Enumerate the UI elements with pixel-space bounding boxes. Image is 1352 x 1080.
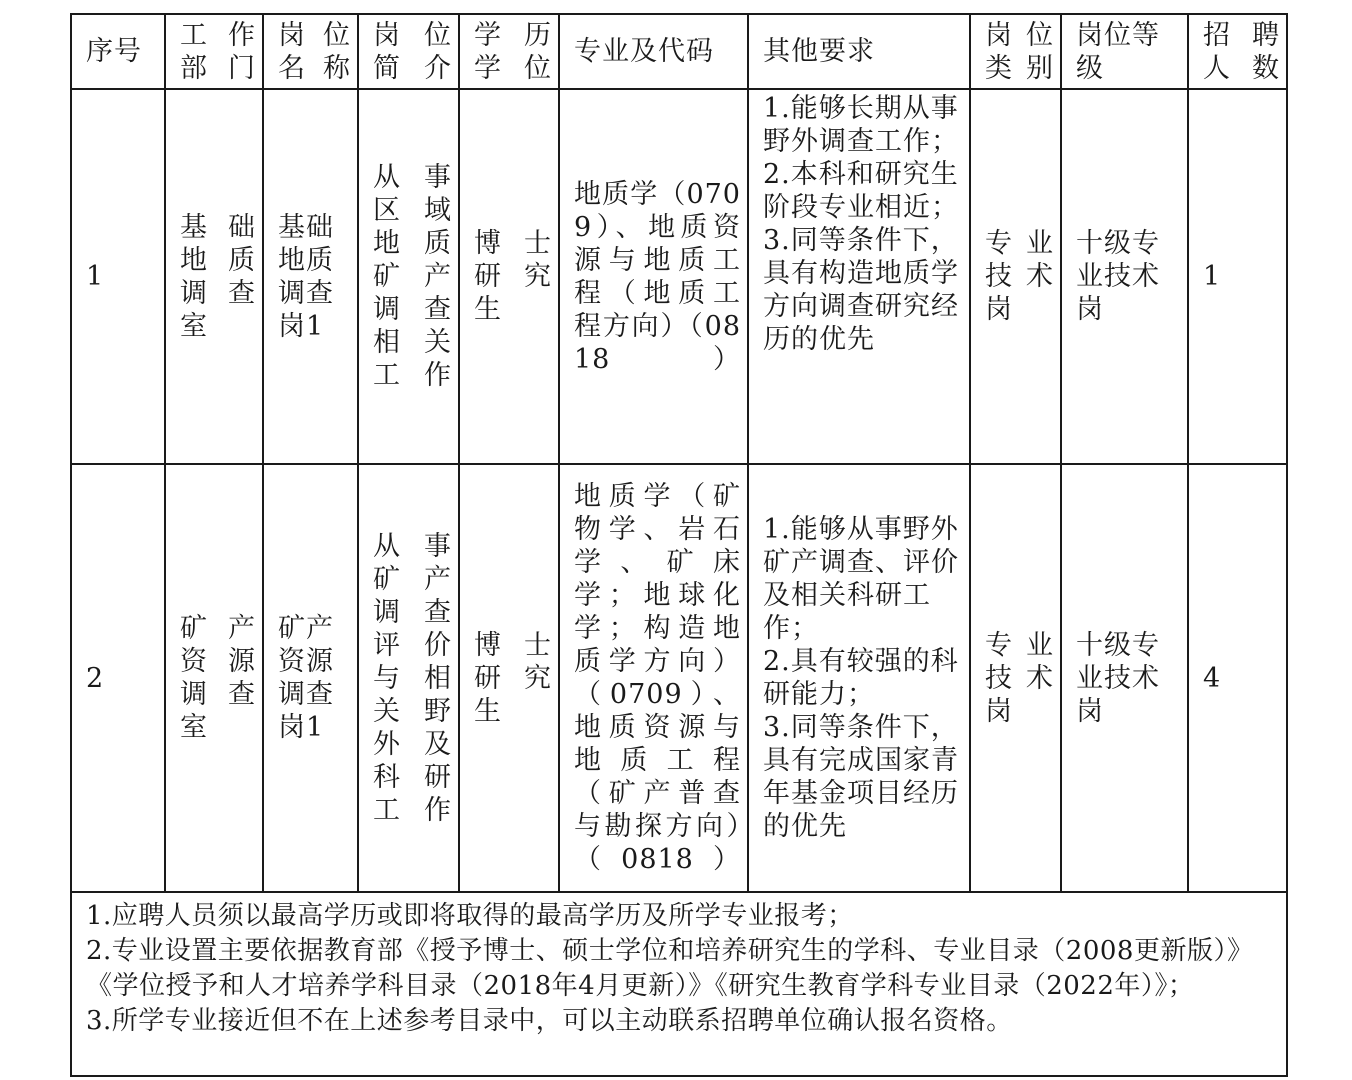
header-department: 工作部门 — [165, 14, 263, 89]
header-position-level: 岗位等级 — [1061, 14, 1188, 89]
row-seq: 1 — [71, 89, 165, 464]
row-other-requirements: 1.能够长期从事野外调查工作； 2.本科和研究生阶段专业相近； 3.同等条件下，具有构造地质学方向调查研究经历的优先 — [748, 89, 970, 464]
notes-row — [71, 892, 1287, 1076]
row-position-category: 专业技术岗 — [970, 89, 1061, 464]
row-department: 基础地质调查室 — [165, 89, 263, 464]
note-line: 3.所学专业接近但不在上述参考目录中，可以主动联系招聘单位确认报名资格。 — [86, 1006, 1013, 1036]
note-line: 2.专业设置主要依据教育部《授予博士、硕士学位和培养研究生的学科、专业目录（2008更新版）》《学位授予和人才培养学科目录（2018年4月更新）》《研究生教育学科专业目录（2022年）》； — [86, 936, 1254, 1001]
row-seq: 2 — [71, 464, 165, 892]
header-other-requirements: 其他要求 — [748, 14, 970, 89]
header-position-name: 岗位名称 — [263, 14, 358, 89]
row-position-category: 专业技术岗 — [970, 464, 1061, 892]
row-position-level: 十级专业技术岗 — [1061, 89, 1188, 464]
row-position-level: 十级专业技术岗 — [1061, 464, 1188, 892]
row-major: 地质学（矿物学、岩石学、矿床学；地球化学；构造地质学方向）（0709）、地质资源与地质工程（矿产普查与勘探方向）（0818） — [559, 464, 748, 892]
row-headcount: 4 — [1188, 464, 1287, 892]
row-position-name: 基础地质调查岗1 — [263, 89, 358, 464]
recruitment-table — [70, 13, 1288, 1077]
row-position-intro: 从事矿产调查评价与相关野外及科研工作 — [358, 464, 459, 892]
header-education: 学历学位 — [459, 14, 559, 89]
row-department: 矿产资源调查室 — [165, 464, 263, 892]
row-headcount: 1 — [1188, 89, 1287, 464]
table-row — [71, 89, 1287, 464]
row-position-name: 矿产资源调查岗1 — [263, 464, 358, 892]
header-major: 专业及代码 — [559, 14, 748, 89]
header-headcount: 招聘人数 — [1188, 14, 1287, 89]
row-position-intro: 从事区域地质矿产调查相关工作 — [358, 89, 459, 464]
row-education: 博士研究生 — [459, 89, 559, 464]
header-position-category: 岗位类别 — [970, 14, 1061, 89]
note-line: 1.应聘人员须以最高学历或即将取得的最高学历及所学专业报考； — [86, 901, 854, 931]
table-row — [71, 464, 1287, 892]
header-seq: 序号 — [71, 14, 165, 89]
row-education: 博士研究生 — [459, 464, 559, 892]
row-major: 地质学（0709）、地质资源与地质工程（地质工程方向）（0818） — [559, 89, 748, 464]
notes-cell — [71, 892, 1287, 1076]
row-other-requirements: 1.能够从事野外矿产调查、评价及相关科研工作； 2.具有较强的科研能力； 3.同等条件下，具有完成国家青年基金项目经历的优先 — [748, 464, 970, 892]
header-row — [71, 14, 1287, 89]
header-position-intro: 岗位简介 — [358, 14, 459, 89]
